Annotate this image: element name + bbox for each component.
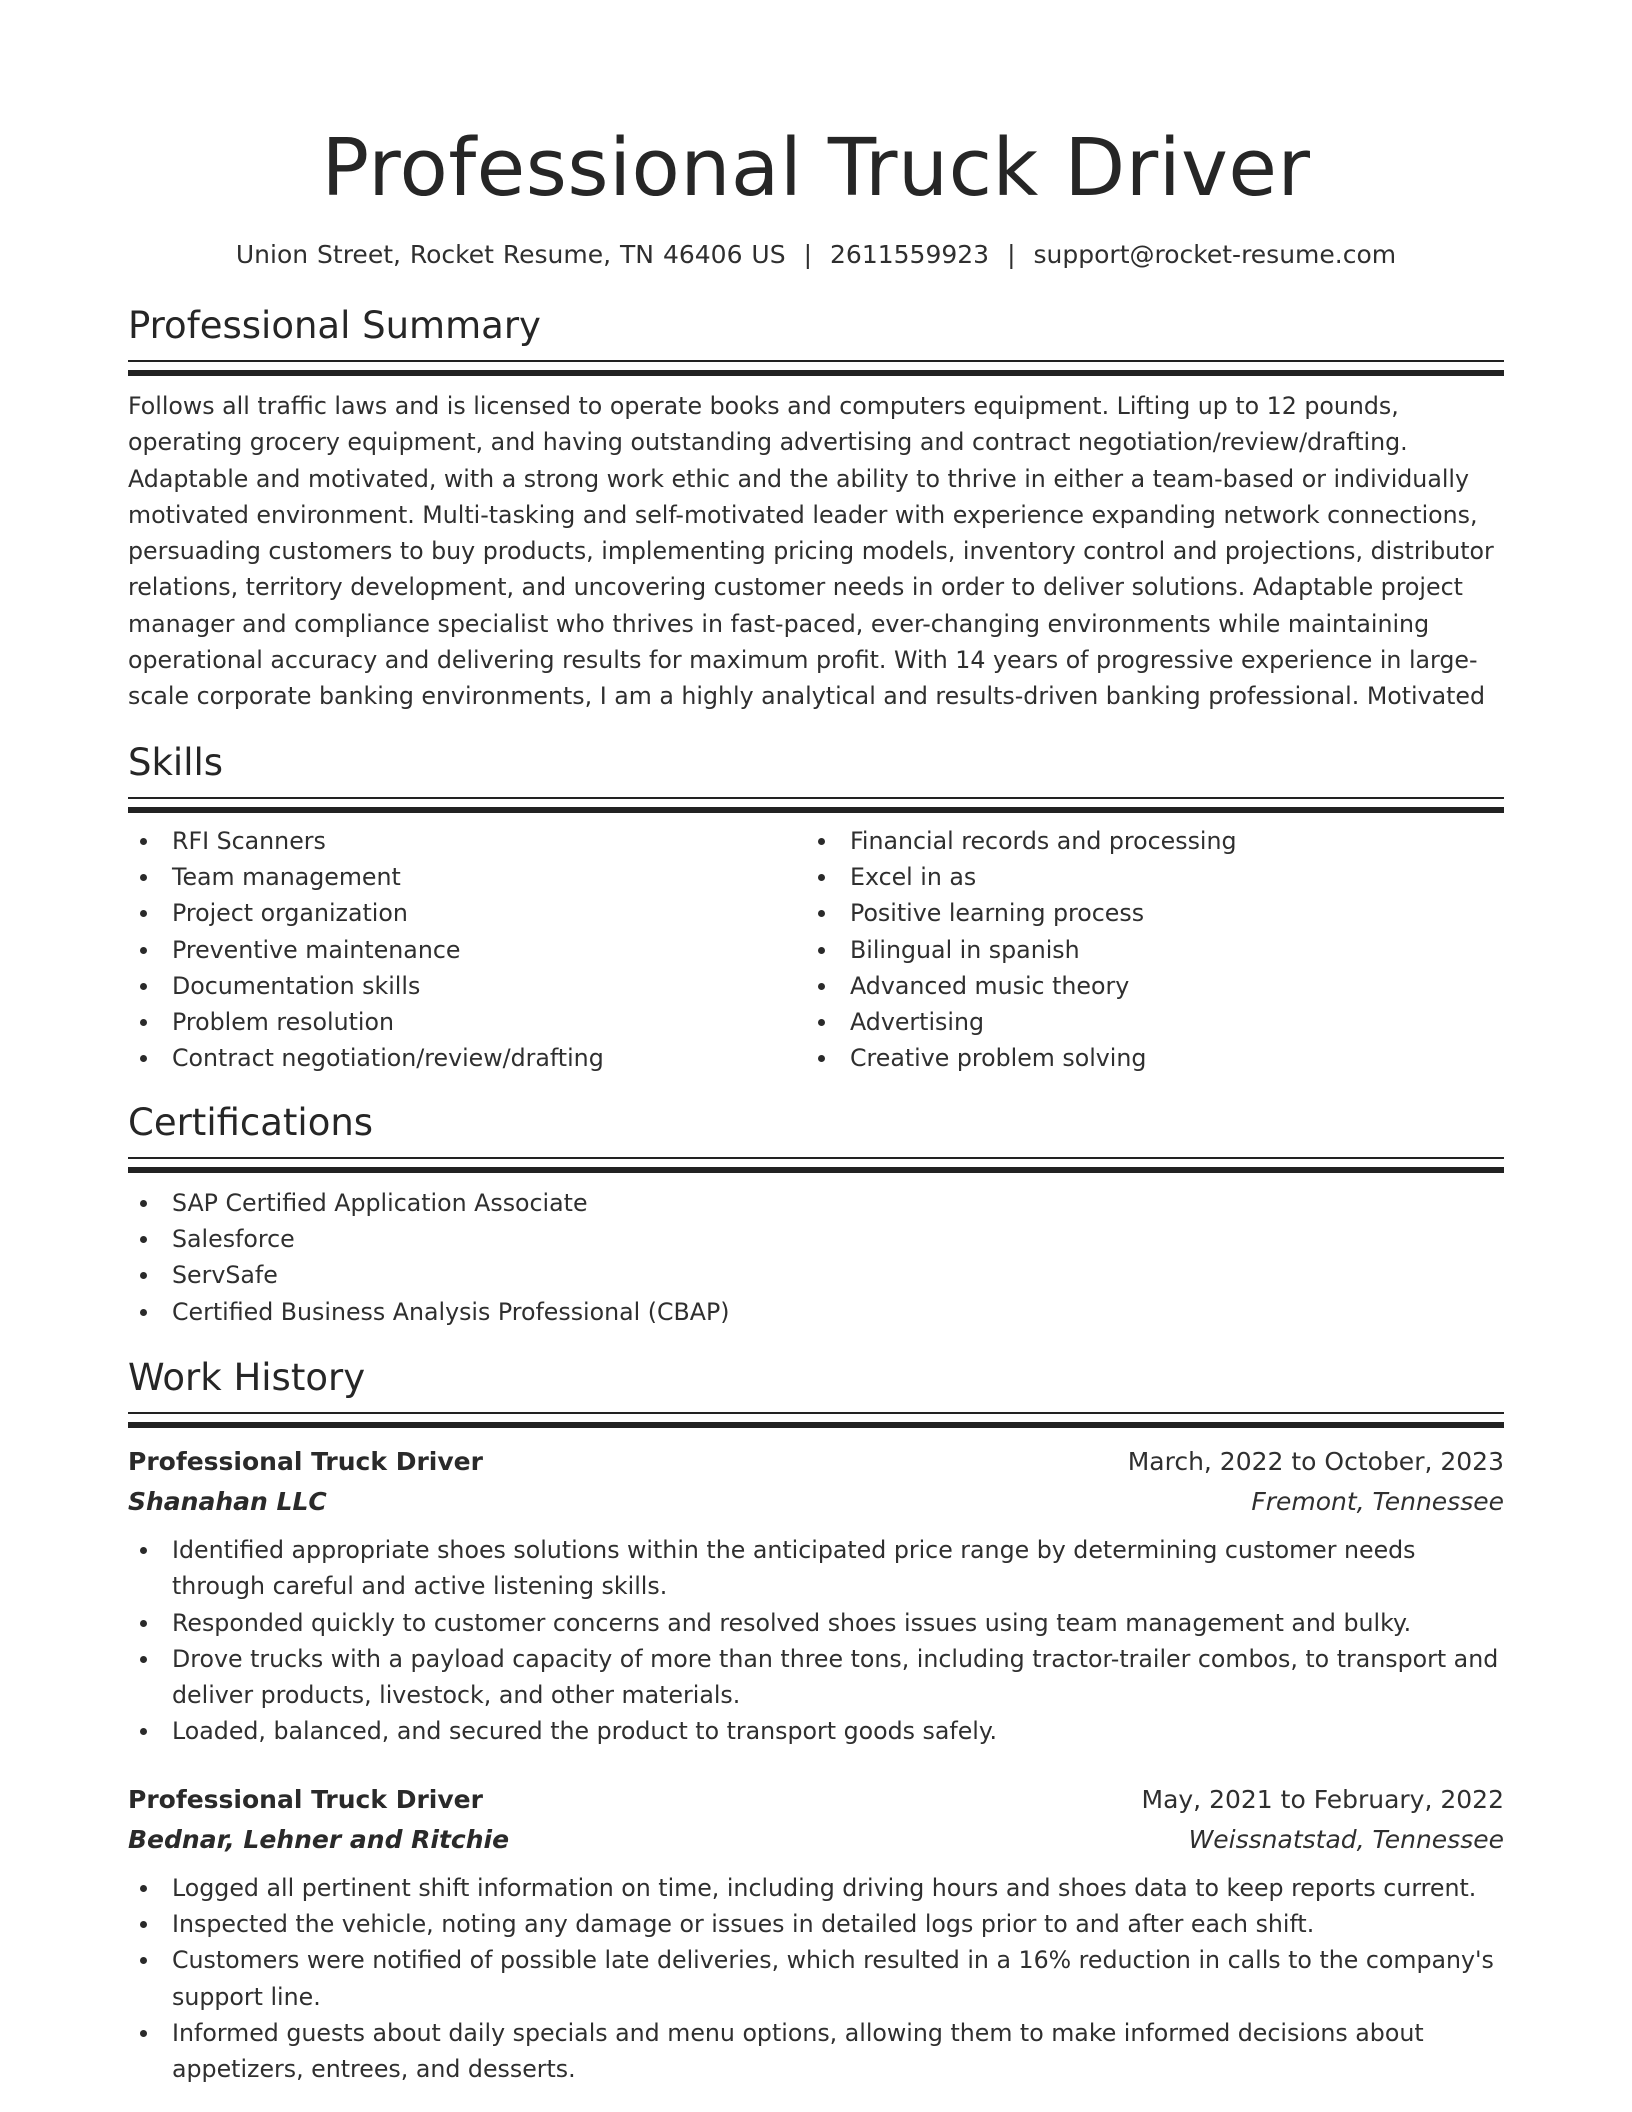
job-header (128, 1442, 1504, 1482)
skills-section (128, 739, 1504, 1077)
certification-item: ServSafe (128, 1257, 1504, 1293)
skill-item: Financial records and processing (806, 823, 1484, 859)
certification-item: Certified Business Analysis Professional (CBAP) (128, 1294, 1504, 1330)
job-title: Professional Truck Driver (128, 1784, 483, 1814)
job-bullets (128, 1870, 1504, 2088)
job-bullet: Loaded, balanced, and secured the product to transport goods safely. (128, 1713, 1504, 1749)
contact-address: Union Street, Rocket Resume, TN 46406 US (235, 240, 786, 269)
section-divider (128, 1157, 1504, 1173)
contact-phone: 2611559923 (830, 240, 990, 269)
job-title: Professional Truck Driver (128, 1446, 483, 1476)
contact-line (128, 238, 1504, 272)
job-bullet: Informed guests about daily specials and menu options, allowing them to make informed decisions about appetizers, entrees, and desserts. (128, 2015, 1504, 2088)
section-title-work-history: Work History (128, 1355, 366, 1399)
job-entry (128, 1780, 1504, 2088)
job-company: Bednar, Lehner and Ritchie (128, 1824, 510, 1854)
job-subheader (128, 1482, 1504, 1522)
contact-separator: | (803, 240, 813, 269)
certifications-list (128, 1185, 1504, 1330)
section-title-certifications: Certifications (128, 1100, 374, 1144)
skill-item: Team management (128, 859, 806, 895)
section-title-summary: Professional Summary (128, 304, 541, 347)
certification-item: SAP Certified Application Associate (128, 1185, 1504, 1221)
skills-list-right (806, 823, 1484, 1077)
resume-page (128, 0, 1504, 2088)
certifications-section (128, 1099, 1504, 1330)
job-bullet: Customers were notified of possible late deliveries, which resulted in a 16% reduction in calls to the company's support line. (128, 1942, 1504, 2015)
skill-item: Advanced music theory (806, 968, 1484, 1004)
job-bullet: Identified appropriate shoes solutions within the anticipated price range by determining customer needs through careful and active listening skills. (128, 1532, 1504, 1605)
job-bullet: Responded quickly to customer concerns and resolved shoes issues using team management and bulky. (128, 1605, 1504, 1641)
skills-list-left (128, 823, 806, 1077)
skill-item: Excel in as (806, 859, 1484, 895)
job-location: Weissnatstad, Tennessee (1188, 1824, 1504, 1854)
job-bullet: Inspected the vehicle, noting any damage or issues in detailed logs prior to and after each shift. (128, 1906, 1504, 1942)
job-location: Fremont, Tennessee (1251, 1486, 1504, 1516)
section-divider (128, 1412, 1504, 1428)
skill-item: Problem resolution (128, 1004, 806, 1040)
certification-item: Salesforce (128, 1221, 1504, 1257)
contact-email: support@rocket-resume.com (1033, 240, 1397, 269)
skill-item: Project organization (128, 895, 806, 931)
contact-separator: | (1007, 240, 1016, 269)
job-bullets (128, 1532, 1504, 1750)
skill-item: Contract negotiation/review/drafting (128, 1040, 806, 1076)
section-divider (128, 360, 1504, 376)
job-dates: March, 2022 to October, 2023 (1127, 1446, 1504, 1476)
skill-item: Documentation skills (128, 968, 806, 1004)
skill-item: Preventive maintenance (128, 932, 806, 968)
section-title-skills: Skills (128, 740, 224, 784)
skill-item: RFI Scanners (128, 823, 806, 859)
resume-name: Professional Truck Driver (321, 122, 1311, 214)
skill-item: Positive learning process (806, 895, 1484, 931)
section-divider (128, 797, 1504, 813)
job-entry (128, 1442, 1504, 1750)
skills-grid (128, 823, 1504, 1077)
skill-item: Advertising (806, 1004, 1484, 1040)
job-bullet: Logged all pertinent shift information on time, including driving hours and shoes data to keep reports current. (128, 1870, 1504, 1906)
job-subheader (128, 1820, 1504, 1860)
work-history-section (128, 1354, 1504, 2088)
summary-text: Follows all traffic laws and is licensed to operate books and computers equipment. Lifting up to 12 pounds, operating grocery equipment, and having outstanding advertising and contract negotiation/review/drafting. Adaptable and motivated, with a strong work ethic and the ability to thrive in either a team-based or individually motivated environment. Multi-tasking and self-motivated leader with experience expanding network connections, persuading customers to buy products, implementing pricing models, inventory control and projections, distributor relations, territory development, and uncovering customer needs in order to deliver solutions. Adaptable project manager and compliance specialist who thrives in fast-paced, ever-changing environments while maintaining operational accuracy and delivering results for maximum profit. With 14 years of progressive experience in large-scale corporate banking environments, I am a highly analytical and results-driven banking professional. Motivated (128, 392, 1494, 711)
summary-section (128, 302, 1504, 715)
job-dates: May, 2021 to February, 2022 (1141, 1784, 1504, 1814)
job-company: Shanahan LLC (128, 1486, 327, 1516)
skill-item: Bilingual in spanish (806, 932, 1484, 968)
job-bullet: Drove trucks with a payload capacity of more than three tons, including tractor-trailer combos, to transport and deliver products, livestock, and other materials. (128, 1641, 1504, 1714)
skill-item: Creative problem solving (806, 1040, 1484, 1076)
job-header (128, 1780, 1504, 1820)
